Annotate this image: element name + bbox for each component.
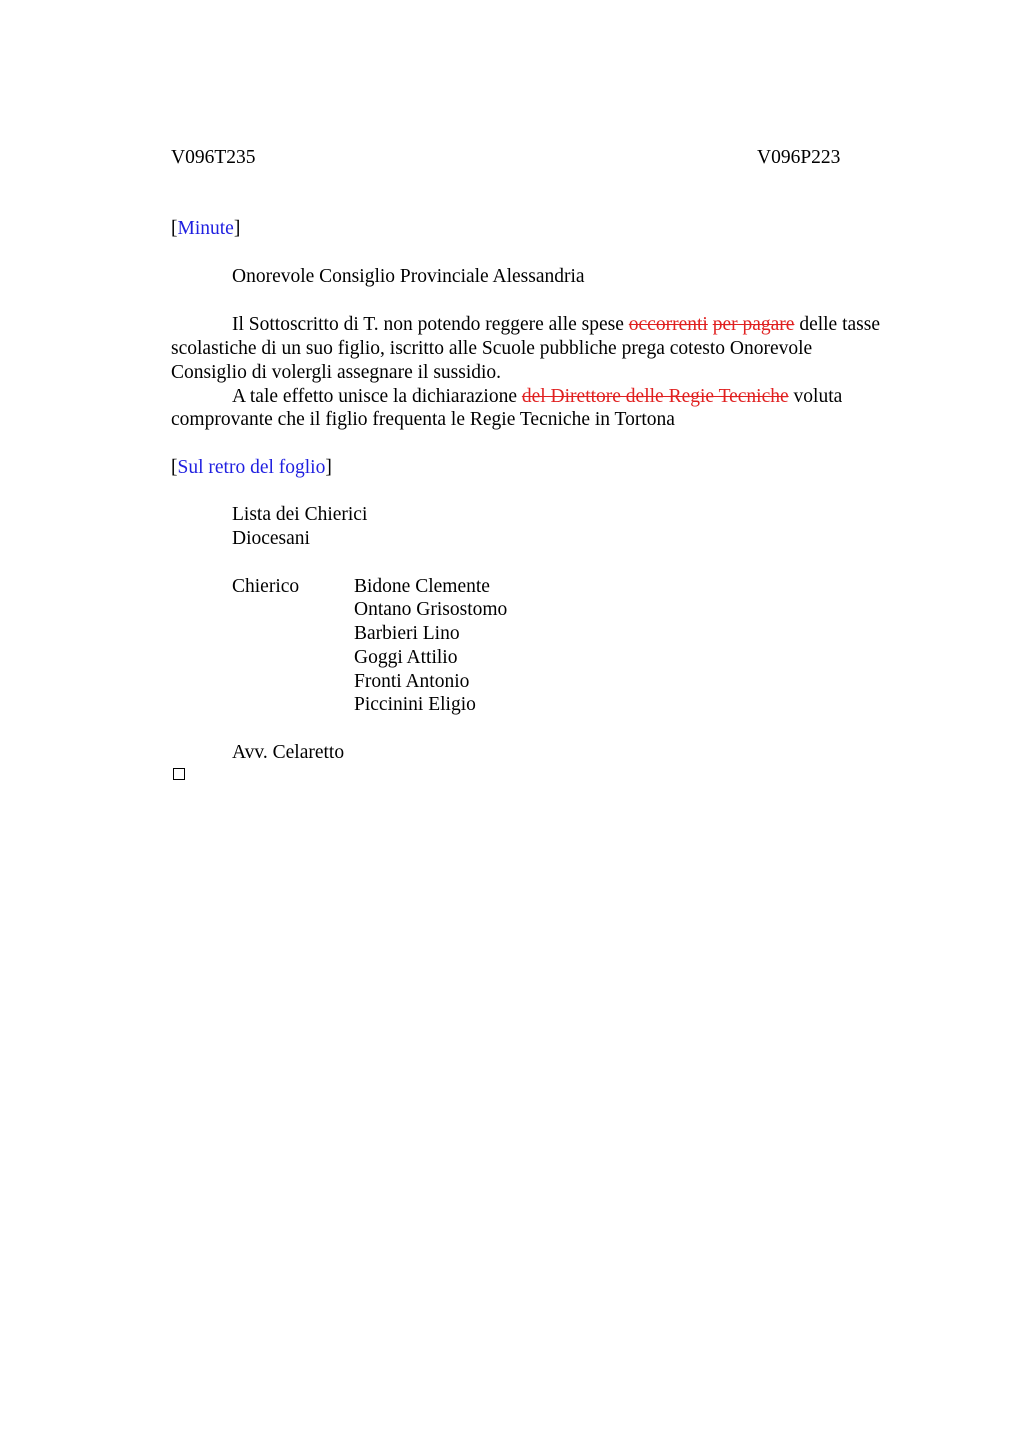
list-item: Barbieri Lino — [354, 623, 460, 644]
deleted-phrase: del Direttore delle Regie Tecniche — [521, 386, 789, 407]
addressee: Onorevole Consiglio Provinciale Alessandria — [232, 266, 585, 287]
list-title-line1: Lista dei Chierici — [232, 504, 368, 525]
editorial-label-minute: Minute — [177, 218, 234, 239]
section-note-verso — [171, 456, 332, 480]
text-segment: Il Sottoscritto di T. non potendo reggere alle spese — [232, 314, 629, 335]
section-note-minute — [171, 217, 240, 241]
list-title-line2: Diocesani — [232, 528, 310, 549]
bracket-close: ] — [233, 218, 241, 239]
text-segment: delle tasse — [794, 314, 880, 335]
paragraph2-line2: comprovante che il figlio frequenta le Regie Tecniche in Tortona — [171, 409, 675, 430]
document-code-left: V096T235 — [171, 147, 256, 168]
paragraph1-line2: scolastiche di un suo figlio, iscritto alle Scuole pubbliche prega cotesto Onorevole — [171, 338, 813, 359]
bracket-close: ] — [325, 457, 332, 478]
deleted-word: occorrenti — [628, 314, 708, 335]
list-item: Bidone Clemente — [354, 576, 490, 597]
text-segment: voluta — [788, 386, 843, 407]
bracket-open: [ — [171, 457, 178, 478]
bracket-open: [ — [171, 218, 178, 239]
list-item: Fronti Antonio — [354, 671, 470, 692]
paragraph2-line1 — [232, 385, 842, 409]
list-item: Piccinini Eligio — [354, 694, 476, 715]
deleted-phrase: per pagare — [712, 314, 795, 335]
list-item: Ontano Grisostomo — [354, 599, 508, 620]
list-item: Goggi Attilio — [354, 647, 458, 668]
editorial-label-verso: Sul retro del foglio — [177, 457, 326, 478]
paragraph1-line3: Consiglio di volergli assegnare il sussidio. — [171, 362, 502, 383]
text-segment: A tale effetto unisce la dichiarazione — [232, 386, 522, 407]
cleric-label: Chierico — [232, 576, 300, 597]
document-code-right: V096P223 — [757, 147, 841, 168]
signature: Avv. Celaretto — [232, 742, 345, 763]
checkbox-square-icon — [173, 768, 185, 780]
paragraph1-line1 — [232, 313, 880, 337]
